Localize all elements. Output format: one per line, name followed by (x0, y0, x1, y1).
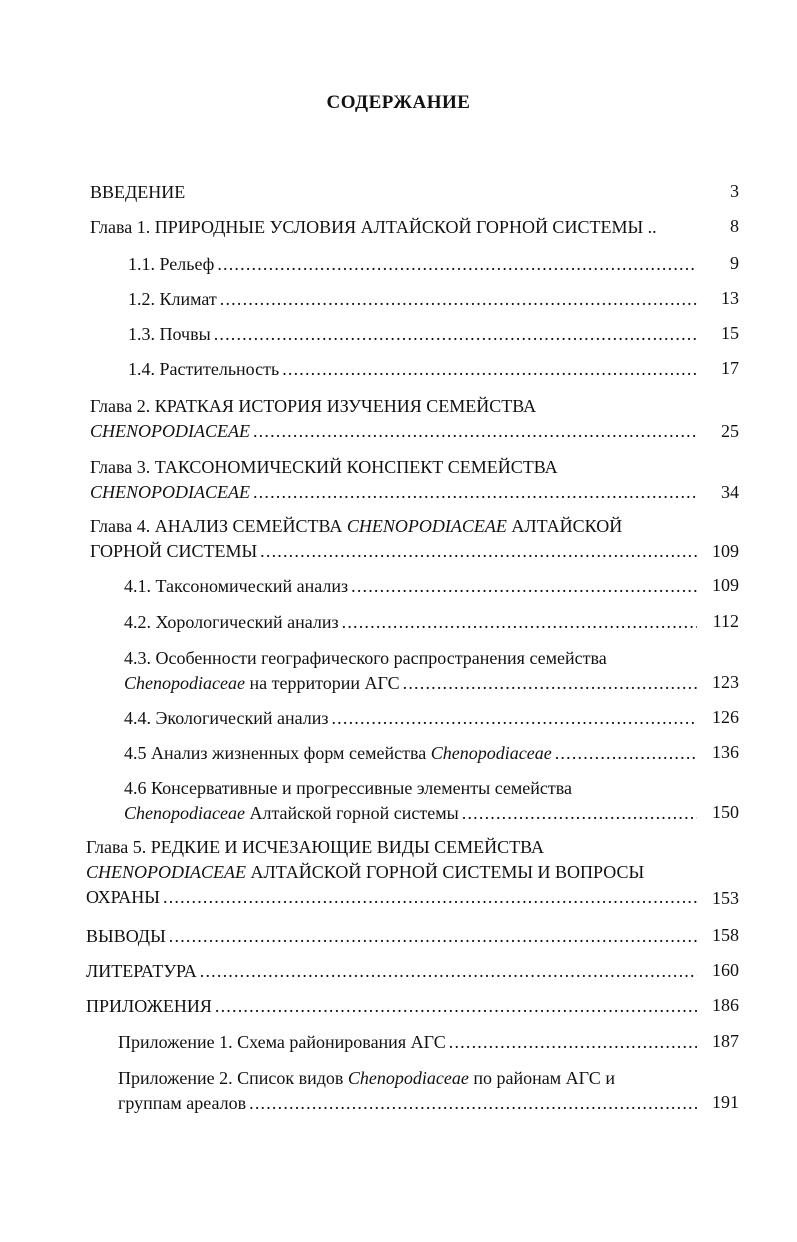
dot-leader (169, 925, 697, 947)
toc-entry-text: ВЫВОДЫ (86, 926, 166, 946)
toc-entry-text: Глава 4. АНАЛИЗ СЕМЕЙСТВА (90, 516, 347, 536)
toc-page-number: 187 (712, 1031, 739, 1051)
toc-entry-text: на территории АГС (244, 673, 400, 693)
toc-page-number: 15 (721, 323, 739, 343)
dot-leader (462, 802, 697, 824)
toc-entry-text: АЛТАЙСКОЙ ГОРНОЙ СИСТЕМЫ И ВОПРОСЫ (245, 862, 645, 882)
toc-entry-text: Глава 3. ТАКСОНОМИЧЕСКИЙ КОНСПЕКТ СЕМЕЙСТВА (90, 457, 558, 477)
dot-leader (331, 707, 697, 729)
toc-entry-text: 1.3. Почвы (128, 324, 211, 344)
toc-entry-text: CHENOPODIACEAE (86, 862, 246, 882)
toc-entry-text: ВВЕДЕНИЕ (90, 182, 186, 202)
toc-entry-text: CHENOPODIACEAE (90, 421, 250, 441)
toc-page-number: 3 (730, 181, 739, 201)
toc-entry-conclusions (86, 925, 700, 947)
dot-leader (260, 540, 697, 562)
dot-leader (282, 358, 697, 380)
toc-entry-text: 4.2. Хорологический анализ (124, 612, 339, 632)
toc-entry-text: 1.2. Климат (128, 289, 217, 309)
toc-entry-text: Приложение 2. Список видов (118, 1068, 348, 1088)
toc-entry-1-3 (128, 323, 700, 345)
dot-leader (220, 288, 697, 310)
toc-entry-chapter-2 (90, 395, 700, 442)
toc-entry-text: 1.4. Растительность (128, 359, 280, 379)
dot-leader (217, 253, 697, 275)
toc-entry-text: 4.4. Экологический анализ (124, 708, 329, 728)
toc-entry-text: Глава 5. РЕДКИЕ И ИСЧЕЗАЮЩИЕ ВИДЫ СЕМЕЙСТВА (86, 837, 545, 857)
toc-page-number: 191 (712, 1092, 739, 1112)
toc-entry-text: ОХРАНЫ (86, 887, 160, 907)
toc-entry-appendix-2 (118, 1067, 700, 1114)
toc-entry-text: Глава 2. КРАТКАЯ ИСТОРИЯ ИЗУЧЕНИЯ СЕМЕЙСТВА (90, 396, 537, 416)
toc-entry-text: ЛИТЕРАТУРА (86, 961, 197, 981)
dot-leader (253, 420, 697, 442)
dot-leader (449, 1031, 697, 1053)
toc-entry-text: АЛТАЙСКОЙ (506, 516, 623, 536)
toc-entry-text: Chenopodiaceae (124, 673, 245, 693)
toc-entry-text: 1.1. Рельеф (128, 254, 215, 274)
toc-entry-4-6 (124, 777, 700, 824)
toc-entry-text: Chenopodiaceae (430, 743, 552, 763)
toc-entry-chapter-4 (90, 515, 700, 562)
toc-entry-text: ПРИЛОЖЕНИЯ (86, 996, 212, 1016)
toc-entry-text: ГОРНОЙ СИСТЕМЫ (90, 541, 258, 561)
toc-entry-text: 4.6 Консервативные и прогрессивные элементы семейства (124, 778, 573, 798)
dot-leader (215, 995, 697, 1017)
toc-entry-text: Глава 1. ПРИРОДНЫЕ УСЛОВИЯ АЛТАЙСКОЙ ГОРНОЙ СИСТЕМЫ .. (90, 217, 657, 237)
toc-page-number: 136 (712, 742, 739, 762)
toc-entry-text: Алтайской горной системы (244, 803, 459, 823)
toc-page-number: 150 (712, 802, 739, 822)
toc-page-number: 153 (712, 888, 739, 908)
toc-entry-4-1 (124, 575, 700, 597)
toc-entry-chapter-3 (90, 456, 700, 503)
toc-page-number: 126 (712, 707, 739, 727)
dot-leader (249, 1092, 697, 1114)
toc-page-number: 9 (730, 253, 739, 273)
toc-entry-1-1 (128, 253, 700, 275)
toc-page-number: 25 (721, 421, 739, 441)
toc-entry-text: по районам АГС и (468, 1068, 615, 1088)
toc-page-number: 109 (712, 541, 739, 561)
toc-entry-4-4 (124, 707, 700, 729)
toc-page-number: 8 (730, 216, 739, 236)
toc-page-number: 158 (712, 925, 739, 945)
toc-entry-4-2 (124, 611, 700, 633)
dot-leader (163, 886, 697, 908)
toc-entry-chapter-1 (90, 216, 712, 238)
page-title: СОДЕРЖАНИЕ (326, 92, 471, 113)
dot-leader (555, 742, 697, 764)
toc-entry-text: Chenopodiaceae (347, 1068, 469, 1088)
dot-leader (214, 323, 697, 345)
toc-page-number: 109 (712, 575, 739, 595)
toc-entry-appendices (86, 995, 700, 1017)
toc-entry-introduction (90, 181, 690, 203)
toc-page-number: 123 (712, 672, 739, 692)
toc-entry-text: 4.5 Анализ жизненных форм семейства (124, 743, 431, 763)
toc-page-number: 34 (721, 482, 739, 502)
toc-entry-text: 4.3. Особенности географического распространения семейства (124, 648, 607, 668)
toc-entry-4-5 (124, 742, 700, 764)
dot-leader (200, 960, 697, 982)
toc-entry-text: CHENOPODIACEAE (90, 482, 250, 502)
toc-page-number: 160 (712, 960, 739, 980)
toc-entry-text: CHENOPODIACEAE (346, 516, 507, 536)
toc-entry-text: группам ареалов (118, 1093, 247, 1113)
toc-entry-appendix-1 (118, 1031, 700, 1053)
toc-page-number: 112 (712, 611, 739, 631)
toc-entry-text: Chenopodiaceae (124, 803, 245, 823)
toc-page-number: 17 (721, 358, 739, 378)
dot-leader (253, 481, 697, 503)
toc-entry-literature (86, 960, 700, 982)
toc-entry-text: Приложение 1. Схема районирования АГС (118, 1032, 446, 1052)
toc-entry-text: 4.1. Таксономический анализ (124, 576, 349, 596)
toc-entry-chapter-5 (86, 836, 700, 908)
toc-entry-4-3 (124, 647, 700, 694)
toc-page-number: 186 (712, 995, 739, 1015)
toc-page-number: 13 (721, 288, 739, 308)
dot-leader (403, 672, 697, 694)
dot-leader (351, 575, 697, 597)
toc-entry-1-4 (128, 358, 700, 380)
dot-leader (342, 611, 697, 633)
toc-entry-1-2 (128, 288, 700, 310)
